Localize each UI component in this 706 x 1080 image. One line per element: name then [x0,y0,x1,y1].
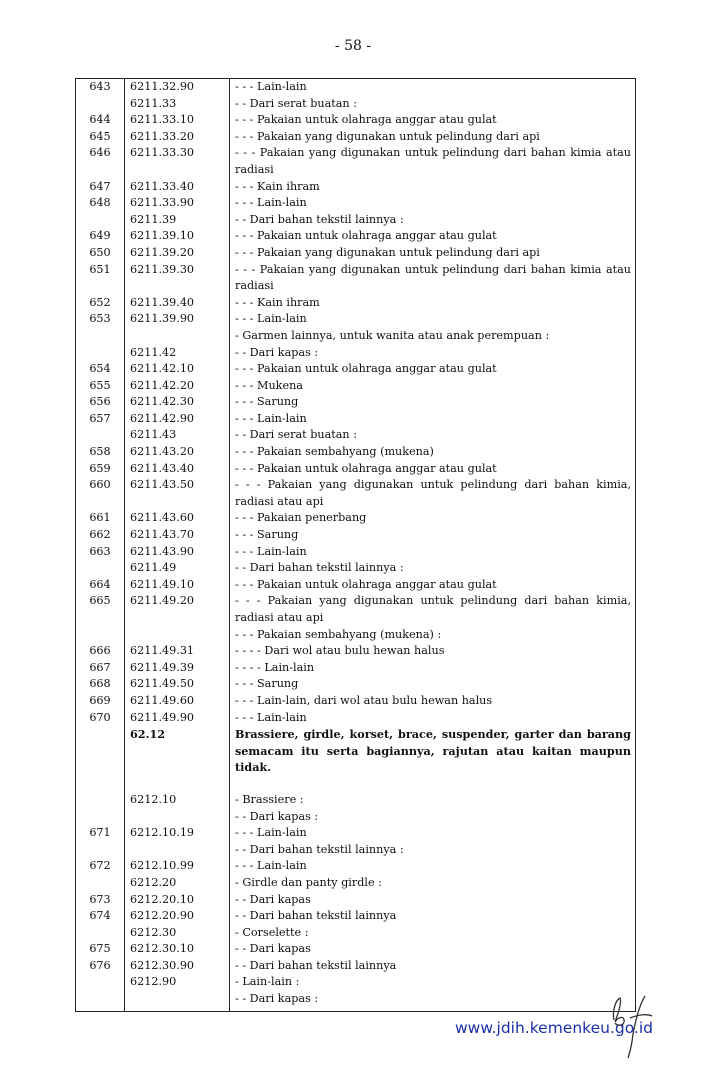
hs-code: 6211.49.31 [130,644,195,658]
hs-code: 6211.33 [130,96,177,110]
table-row [76,676,635,693]
table-row [76,925,635,942]
row-number: 643 [89,80,111,93]
description: - - - Pakaian untuk olahraga anggar atau gulat [235,461,497,475]
hs-code: 6211.33.20 [130,129,195,143]
table-row [76,593,635,626]
description: - - Dari bahan tekstil lainnya : [235,212,404,226]
description: - - - Mukena [235,378,303,392]
table-row [76,245,635,262]
description: - Corselette : [235,925,309,939]
table-row [76,710,635,727]
hs-code: 6211.49 [130,561,177,575]
description: - - - Kain ihram [235,295,320,309]
table-row [76,544,635,561]
row-number: 650 [89,245,111,259]
table-row [76,394,635,411]
hs-code: 6211.39.40 [130,295,195,309]
row-number: 659 [89,461,111,475]
description: - - - Sarung [235,677,299,691]
description: - - Dari serat buatan : [235,96,357,110]
table-row [76,958,635,975]
hs-code: 6211.33.40 [130,179,195,193]
hs-code: 62.12 [130,727,166,742]
hs-code: 6211.43.40 [130,461,195,475]
description: - - Dari bahan tekstil lainnya [235,958,397,972]
hs-code: 6211.39.10 [130,229,195,243]
table-row [76,693,635,710]
row-number: 662 [89,528,111,542]
table-row [76,825,635,842]
table-row [76,809,635,826]
table-row [76,461,635,478]
hs-code: 6211.33.90 [130,196,195,210]
row-number: 661 [89,511,111,525]
row-number: 645 [89,129,111,143]
table-row [76,842,635,859]
hs-code: 6211.49.10 [130,577,195,591]
hs-code: 6211.49.60 [130,693,195,707]
description: - - Dari kapas [235,942,311,956]
row-number: 660 [89,478,111,492]
table-row [76,527,635,544]
table-row [76,792,635,809]
table-row [76,79,635,96]
table-row [76,262,635,295]
table-row [76,627,635,644]
hs-code: 6211.39.20 [130,245,195,259]
hs-code: 6211.43.90 [130,544,195,558]
hs-code: 6212.20.10 [130,892,195,906]
hs-code: 6211.43.60 [130,511,195,525]
row-number: 669 [89,693,111,707]
table-row [76,974,635,991]
row-number: 655 [89,378,111,392]
table-row [76,477,635,510]
description: - - - Lain-lain, dari wol atau bulu hewan halus [235,693,493,707]
description: - - Dari kapas : [235,992,319,1006]
row-number: 652 [89,295,111,309]
row-number: 663 [89,544,111,558]
description: - - - Pakaian yang digunakan untuk pelindung dari api [235,129,540,143]
description: - Garmen lainnya, untuk wanita atau anak perempuan : [235,328,550,342]
row-number: 644 [89,113,111,127]
signature-initials [600,992,670,1062]
table-row [76,660,635,677]
row-number: 666 [89,644,111,658]
table-row [76,228,635,245]
description: Brassiere, girdle, korset, brace, suspender, garter dan barang semacam itu serta bagiannya, rajutan atau kaitan maupun tidak. [235,727,631,775]
hs-code: 6211.33.10 [130,113,195,127]
row-number: 674 [89,909,111,923]
hs-code: 6211.42.90 [130,411,195,425]
table-row [76,411,635,428]
hs-code: 6212.30.90 [130,958,195,972]
description: - - Dari serat buatan : [235,428,357,442]
row-number: 647 [89,179,111,193]
hs-code: 6212.20.90 [130,909,195,923]
row-number: 673 [89,892,111,906]
description: - - - Lain-lain [235,544,307,558]
hs-code: 6211.39.30 [130,262,195,276]
row-number: 672 [89,859,111,873]
description: - - - Sarung [235,528,299,542]
table-row [76,212,635,229]
row-number: 649 [89,229,111,243]
hs-code: 6212.10.19 [130,826,195,840]
description: - - - - Dari wol atau bulu hewan halus [235,644,445,658]
page-number: - 58 - [334,38,372,54]
description: - - - Lain-lain [235,411,307,425]
description: - - Dari kapas : [235,345,319,359]
description: - - - Pakaian untuk olahraga anggar atau gulat [235,113,497,127]
table-row [76,858,635,875]
row-number: 664 [89,577,111,591]
table-row [76,112,635,129]
table-row [76,427,635,444]
row-number: 667 [89,660,111,674]
description: - - - Pakaian untuk olahraga anggar atau gulat [235,577,497,591]
row-number: 658 [89,445,111,459]
description: - - - Pakaian sembahyang (mukena) [235,445,434,459]
hs-code: 6212.20 [130,875,177,889]
description: - - - Pakaian yang digunakan untuk pelindung dari bahan kimia atau radiasi [235,262,631,293]
row-number: 653 [89,312,111,326]
description: - - - Pakaian yang digunakan untuk pelindung dari bahan kimia, radiasi atau api [235,478,631,508]
hs-code: 6211.43.50 [130,478,195,492]
row-number: 656 [89,395,111,409]
table-row [76,510,635,527]
hs-code: 6212.30 [130,925,177,939]
row-number: 671 [89,826,111,840]
table-row [76,328,635,345]
table-row [76,361,635,378]
description: - - - Pakaian untuk olahraga anggar atau gulat [235,362,497,376]
table-row [76,145,635,178]
row-number: 648 [89,196,111,210]
description: - - - Lain-lain [235,80,307,93]
description: - - - Lain-lain [235,312,307,326]
hs-code: 6212.30.10 [130,942,195,956]
description: - - - Kain ihram [235,179,320,193]
hs-code: 6211.42 [130,345,177,359]
table-row [76,577,635,594]
hs-code: 6211.39 [130,212,177,226]
website-link[interactable]: www.jdih.kemenkeu.go.id [455,1019,653,1037]
heading-row [76,726,635,792]
row-number: 657 [89,411,111,425]
hs-code: 6211.49.90 [130,710,195,724]
description: - - - Pakaian yang digunakan untuk pelindung dari api [235,245,540,259]
description: - Girdle dan panty girdle : [235,875,382,889]
row-number: 676 [89,958,111,972]
description: - - - Pakaian yang digunakan untuk pelindung dari bahan kimia, radiasi atau api [235,594,631,624]
row-number: 654 [89,362,111,376]
hs-code: 6211.49.39 [130,660,195,674]
hs-code: 6211.42.30 [130,395,195,409]
hs-code: 6211.39.90 [130,312,195,326]
hs-code: 6212.10.99 [130,859,195,873]
table-row [76,96,635,113]
table-row [76,991,635,1008]
description: - - Dari bahan tekstil lainnya : [235,561,404,575]
hs-code: 6212.90 [130,975,177,989]
hs-code: 6211.43.20 [130,445,195,459]
description: - - - Lain-lain [235,196,307,210]
table-row [76,643,635,660]
hs-code: 6211.49.20 [130,594,195,608]
row-number: 665 [89,594,111,608]
description: - Lain-lain : [235,975,300,989]
row-number: 646 [89,146,111,160]
hs-code: 6211.49.50 [130,677,195,691]
table-row [76,875,635,892]
table-row [76,560,635,577]
hs-code: 6211.43 [130,428,177,442]
description: - - Dari kapas : [235,809,319,823]
table-row [76,941,635,958]
tariff-table [75,78,636,1012]
description: - - - Pakaian untuk olahraga anggar atau gulat [235,229,497,243]
table-row [76,378,635,395]
row-number: 668 [89,677,111,691]
description: - - - Sarung [235,395,299,409]
description: - - Dari bahan tekstil lainnya [235,909,397,923]
description: - - - Pakaian penerbang [235,511,367,525]
table-row [76,345,635,362]
hs-code: 6212.10 [130,792,177,806]
row-number: 670 [89,710,111,724]
table-row [76,295,635,312]
description: - - Dari bahan tekstil lainnya : [235,842,404,856]
hs-code: 6211.33.30 [130,146,195,160]
description: - - - - Lain-lain [235,660,315,674]
table-row [76,311,635,328]
table-row [76,908,635,925]
row-number: 675 [89,942,111,956]
description: - - - Lain-lain [235,826,307,840]
table-row [76,179,635,196]
hs-code: 6211.42.10 [130,362,195,376]
hs-code: 6211.32.90 [130,80,195,93]
table-row [76,892,635,909]
description: - - - Pakaian sembahyang (mukena) : [235,627,442,641]
table-row [76,195,635,212]
description: - - - Lain-lain [235,710,307,724]
table-row [76,129,635,146]
hs-code: 6211.42.20 [130,378,195,392]
table-row [76,444,635,461]
hs-code: 6211.43.70 [130,528,195,542]
row-number: 651 [89,262,111,276]
description: - Brassiere : [235,792,304,806]
description: - - Dari kapas [235,892,311,906]
description: - - - Lain-lain [235,859,307,873]
description: - - - Pakaian yang digunakan untuk pelindung dari bahan kimia atau radiasi [235,146,631,176]
